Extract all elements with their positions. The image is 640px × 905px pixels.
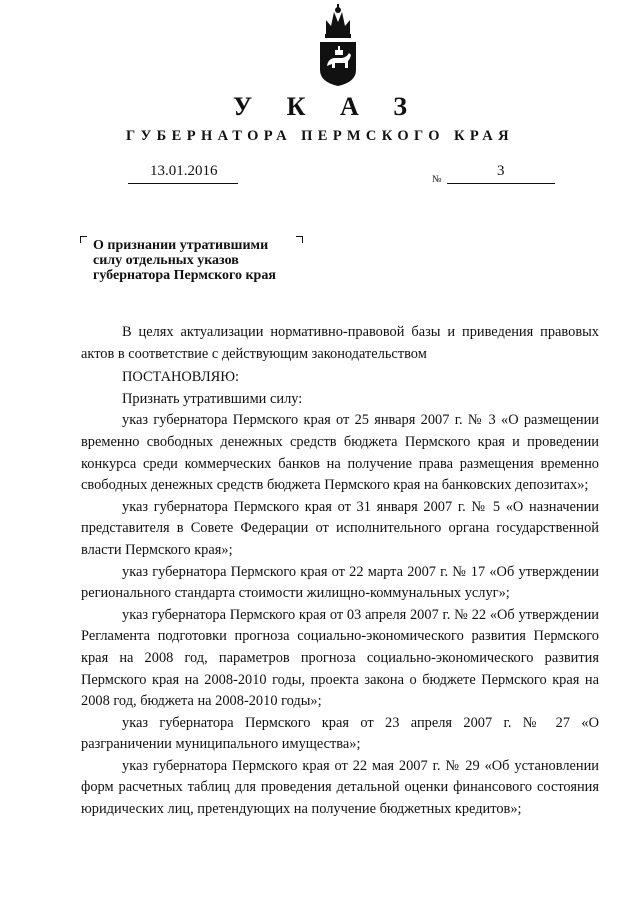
repealed-decree-item: указ губернатора Пермского края от 22 мая 2007 г. № 29 «Об установлении форм расчетных таблиц для проведения детальной оценки финансового состояния юридических лиц, претендующих на получение бюджетных кредитов»; [81, 757, 599, 818]
number-label: № [432, 174, 442, 185]
decree-clause: Признать утратившими силу: [122, 390, 303, 407]
date-underline [128, 183, 238, 184]
repealed-decree-item: указ губернатора Пермского края от 23 апреля 2007 г. № 27 «О разграничении муниципального имущества»; [81, 714, 599, 753]
preamble-paragraph: В целях актуализации нормативно-правовой базы и приведения правовых актов в соответствие с действующим законодательством [81, 324, 599, 362]
decree-keyword: ПОСТАНОВЛЯЮ: [122, 369, 240, 386]
subject-line: губернатора Пермского края [93, 268, 276, 283]
document-issuer: ГУБЕРНАТОРА ПЕРМСКОГО КРАЯ [125, 128, 515, 144]
repealed-decree-item: указ губернатора Пермского края от 03 апреля 2007 г. № 22 «Об утверждении Регламента подготовки прогноза социально-экономического развития Пермского края на 2008 год, параметров прогноза социально-экономического развития Пермского края на 2008-2010 годы, проекта закона о бюджете Пермского края на 2008 год, бюджета на 2008-2010 годы»; [81, 606, 599, 710]
subject-line: О признании утратившими [93, 238, 269, 253]
repealed-decree-item: указ губернатора Пермского края от 25 января 2007 г. № 3 «О размещении временно свободных денежных средств бюджета Пермского края и проведении конкурса среди коммерческих банков на получение права размещения временно свободных денежных средств бюджета Пермского края на банковских депозитах»; [81, 412, 599, 494]
document-number: 3 [497, 163, 505, 179]
document-subject [93, 238, 303, 283]
document-date: 13.01.2016 [150, 163, 218, 179]
number-underline [447, 183, 555, 184]
repealed-decree-item: указ губернатора Пермского края от 22 марта 2007 г. № 17 «Об утверждении регионального стандарта стоимости жилищно-коммунальных услуг»; [81, 563, 599, 602]
coat-of-arms-icon [318, 4, 358, 88]
document-title: У К А З [233, 92, 421, 121]
subject-line: силу отдельных указов [93, 253, 239, 268]
repealed-decree-item: указ губернатора Пермского края от 31 января 2007 г. № 5 «О назначении представителя в Совете Федерации от исполнительного органа государственной власти Пермского края»; [81, 498, 599, 558]
document-body [81, 322, 599, 821]
subject-bracket-left [80, 236, 87, 243]
